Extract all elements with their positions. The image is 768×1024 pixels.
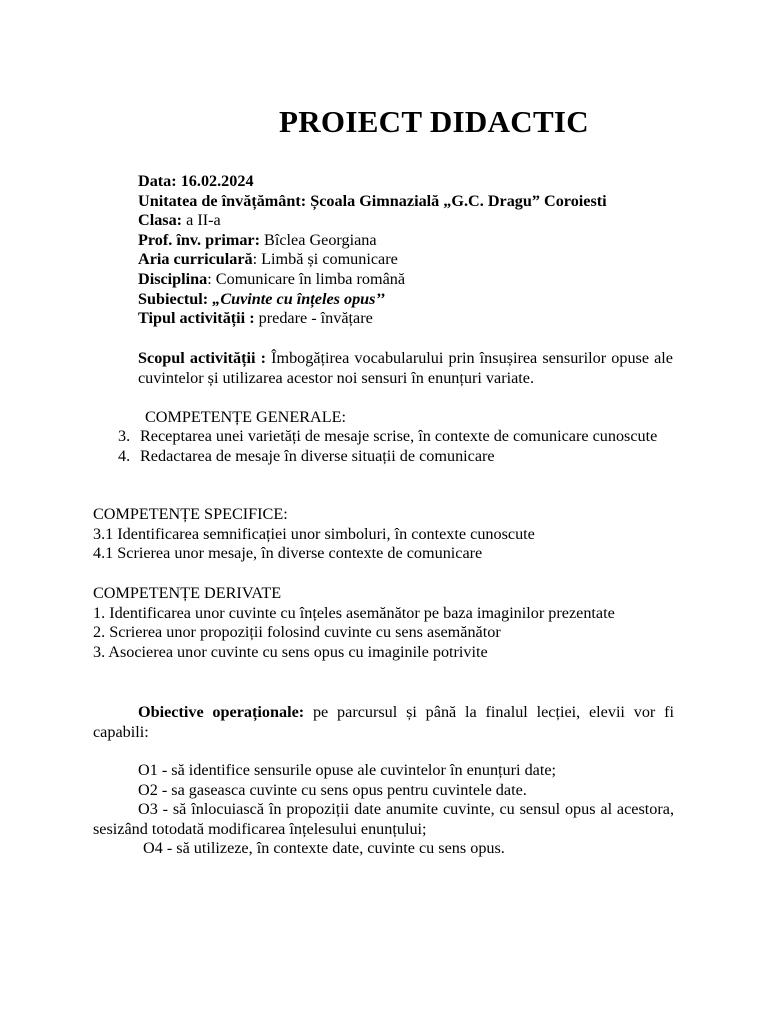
list-item-text: Redactarea de mesaje în diverse situații de comunicare [140,446,495,465]
objectives-text: pe parcursul și până la finalul lecției, elevii vor fi capabili: [93,703,675,741]
objectives-list [93,761,674,859]
objectives-label: Obiective operaționale: [138,703,305,721]
list-item-number: 3. [118,427,131,445]
purpose-text: Îmbogățirea vocabularului prin însușirea sensurilor opuse ale cuvintelor și utilizarea acestor noi sensuri în enunțuri variate. [138,349,673,387]
page-title [0,104,768,140]
list-item [118,447,674,467]
purpose-label: Scopul activității : [138,349,266,367]
activity-purpose [138,349,673,388]
operational-objectives [93,703,674,742]
info-activity-value: predare - învățare [254,309,373,328]
info-class [138,211,698,231]
info-discipline [138,270,698,290]
list-item-text: Receptarea unei varietăți de mesaje scrise, în contexte de comunicare cunoscute [140,427,658,445]
objectives-intro [93,703,674,742]
list-item: O4 - să utilizeze, în contexte date, cuvinte cu sens opus. [143,839,505,858]
specific-competences-heading: COMPETENȚE SPECIFICE: [93,505,288,523]
info-subject [138,290,698,310]
info-curricular-area [138,250,698,270]
list-item [118,427,674,447]
list-item: O1 - să identifice sensurile opuse ale cuvintelor în enunțuri date; [138,761,557,779]
general-competences-heading: COMPETENȚE GENERALE: [145,408,346,426]
list-item: 2. Scrierea unor propoziții folosind cuvinte cu sens asemănător [93,623,501,642]
info-teacher-label: Prof. înv. primar: [138,230,260,249]
list-item: O3 - să înlocuiască în propoziții date anumite cuvinte, cu sensul opus al acestora, sesizând totodată modificarea înțelesului enunțului; [93,800,674,838]
info-discipline-label: Disciplina [138,269,208,288]
info-teacher [138,231,698,251]
info-date [138,172,698,192]
info-teacher-value: Bîclea Georgiana [260,230,377,249]
info-school-label: Unitatea de învățământ: Școala Gimnazială „G.C. Dragu” Coroiesti [138,191,607,210]
title-text: PROIECT DIDACTIC [279,104,589,139]
info-subject-label: Subiectul: [138,289,213,308]
lesson-info [138,172,698,329]
info-date-label: Data: 16.02.2024 [138,172,254,190]
list-item: 4.1 Scrierea unor mesaje, în diverse contexte de comunicare [93,544,483,563]
derived-competences [93,584,674,662]
info-activity-type [138,309,698,329]
list-item: O2 - sa gaseasca cuvinte cu sens opus pentru cuvintele date. [138,780,527,799]
list-item: 1. Identificarea unor cuvinte cu înțeles asemănător pe baza imaginilor prezentate [93,603,615,622]
info-school [138,192,698,212]
specific-competences [93,505,674,564]
list-item-number: 4. [118,446,131,465]
info-activity-label: Tipul activității : [138,309,255,328]
info-class-value: a II-a [182,211,221,230]
info-subject-value: „Cuvinte cu înțeles opus’’ [212,289,386,308]
derived-competences-heading: COMPETENȚE DERIVATE [93,584,282,602]
info-discipline-value: : Comunicare în limba română [207,269,406,288]
info-area-value: : Limbă și comunicare [252,250,398,269]
info-area-label: Aria curriculară [138,250,253,269]
info-class-label: Clasa: [138,211,183,230]
list-item: 3. Asocierea unor cuvinte cu sens opus cu imaginile potrivite [93,642,488,661]
list-item: 3.1 Identificarea semnificației unor simboluri, în contexte cunoscute [93,524,535,543]
general-competences-list [118,427,674,466]
